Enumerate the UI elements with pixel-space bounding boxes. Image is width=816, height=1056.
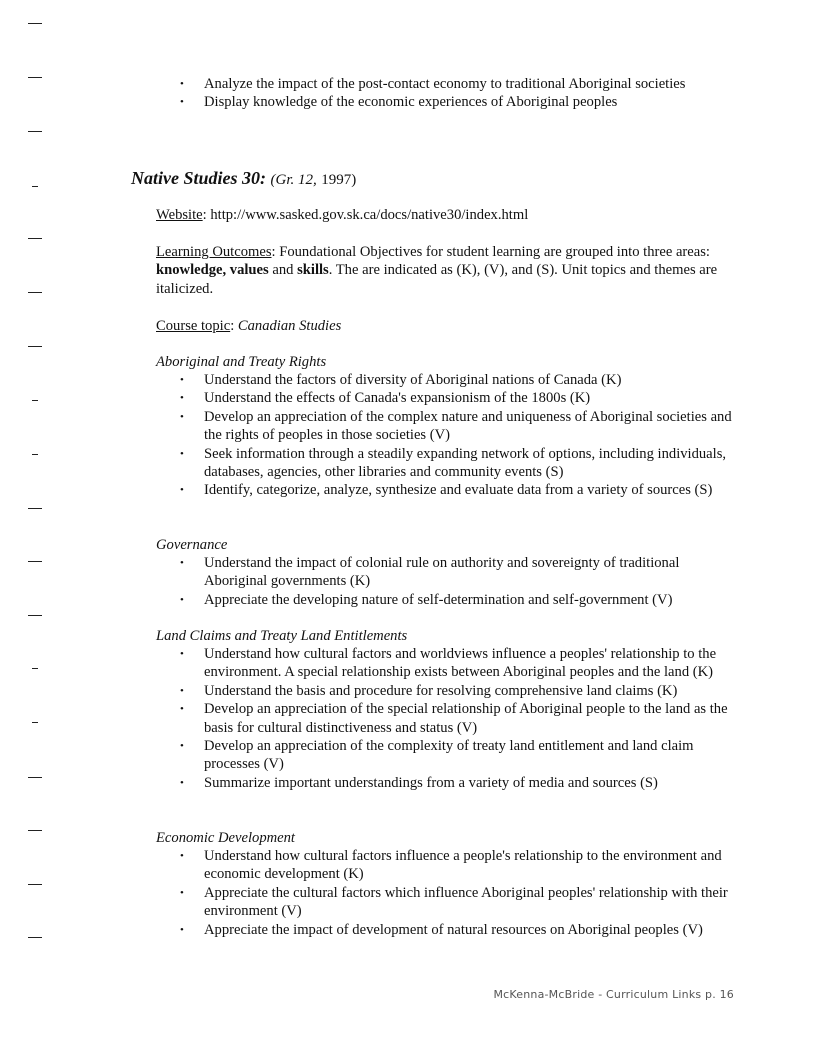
section-title: Aboriginal and Treaty Rights bbox=[156, 354, 327, 370]
margin-tick bbox=[28, 131, 42, 132]
bullet-icon: • bbox=[180, 684, 184, 697]
margin-tick bbox=[28, 77, 42, 78]
section-title: Land Claims and Treaty Land Entitlements bbox=[156, 628, 408, 644]
list-item bbox=[180, 737, 744, 774]
margin-tick bbox=[28, 346, 42, 347]
list-item-text: Understand the impact of colonial rule on authority and sovereignty of traditional Aboriginal governments (K) bbox=[204, 555, 680, 590]
list-item bbox=[180, 93, 744, 111]
bullet-icon: • bbox=[180, 447, 184, 460]
margin-tick bbox=[32, 400, 38, 401]
list-item-text: Summarize important understandings from a variety of media and sources (S) bbox=[204, 774, 658, 791]
learning-outcomes-and: and bbox=[268, 262, 298, 279]
list-item bbox=[180, 700, 744, 737]
bullet-icon: • bbox=[180, 886, 184, 899]
course-year: 1997) bbox=[321, 172, 357, 188]
learning-outcomes-text: : Foundational Objectives for student learning are grouped into three areas: bbox=[271, 244, 710, 260]
margin-tick bbox=[32, 186, 38, 187]
website-url: http://www.sasked.gov.sk.ca/docs/native30/index.html bbox=[210, 207, 529, 223]
list-item bbox=[180, 408, 744, 445]
course-title: Native Studies 30: bbox=[131, 168, 266, 188]
bullet-icon: • bbox=[180, 776, 184, 789]
list-item bbox=[180, 554, 744, 591]
margin-tick bbox=[28, 508, 42, 509]
margin-tick bbox=[28, 884, 42, 885]
list-item-text: Understand how cultural factors influence a people's relationship to the environment and economic development (K) bbox=[204, 848, 722, 883]
list-item bbox=[180, 921, 744, 939]
list-item-text: Understand the effects of Canada's expansionism of the 1800s (K) bbox=[204, 390, 591, 407]
knowledge-values-term: knowledge, values bbox=[156, 262, 269, 279]
list-item-text: Understand the factors of diversity of Aboriginal nations of Canada (K) bbox=[204, 372, 622, 388]
bullet-icon: • bbox=[180, 78, 184, 90]
course-heading bbox=[131, 169, 356, 189]
list-item-text: Understand the basis and procedure for resolving comprehensive land claims (K) bbox=[204, 682, 678, 699]
list-item-text: Develop an appreciation of the complexity of treaty land entitlement and land claim processes (V) bbox=[204, 738, 694, 773]
margin-tick bbox=[28, 777, 42, 778]
list-item bbox=[180, 371, 744, 389]
list-item-text: Display knowledge of the economic experiences of Aboriginal peoples bbox=[204, 94, 618, 111]
website-sep: : bbox=[202, 207, 211, 223]
list-item-text: Appreciate the developing nature of self-determination and self-government (V) bbox=[204, 591, 673, 608]
course-topic-line bbox=[156, 317, 736, 335]
bullet-icon: • bbox=[180, 648, 184, 660]
website-line bbox=[156, 206, 736, 224]
margin-tick bbox=[28, 561, 42, 562]
website-label: Website bbox=[156, 207, 203, 223]
margin-tick bbox=[28, 292, 42, 293]
course-topic-value: Canadian Studies bbox=[237, 318, 342, 334]
intro-bullet-list bbox=[180, 75, 744, 112]
bullet-icon: • bbox=[180, 740, 184, 753]
list-item-text: Analyze the impact of the post-contact economy to traditional Aboriginal societies bbox=[204, 76, 686, 92]
list-item bbox=[180, 847, 744, 884]
skills-term: skills bbox=[297, 262, 329, 279]
list-item bbox=[180, 481, 744, 499]
margin-tick bbox=[28, 615, 42, 616]
list-item-text: Understand how cultural factors and worldviews influence a peoples' relationship to the environment. A special relationship exists between Aboriginal peoples and the land (K) bbox=[204, 646, 717, 681]
course-grade: (Gr. 12, bbox=[270, 172, 317, 188]
learning-outcomes-paragraph bbox=[156, 243, 736, 298]
list-item-text: Appreciate the cultural factors which influence Aboriginal peoples' relationship with their environment (V) bbox=[204, 884, 728, 920]
page-footer: McKenna-McBride - Curriculum Links p. 16 bbox=[493, 988, 734, 1001]
bullet-icon: • bbox=[180, 593, 184, 606]
bullet-icon: • bbox=[180, 850, 184, 862]
margin-tick bbox=[32, 722, 38, 723]
list-item-text: Appreciate the impact of development of natural resources on Aboriginal peoples (V) bbox=[204, 921, 703, 938]
bullet-icon: • bbox=[180, 923, 184, 936]
list-item bbox=[180, 884, 744, 921]
list-item bbox=[180, 774, 744, 792]
learning-outcomes-text-end: . The are indicated as (K), (V), and (S). Unit topics and themes are italicized. bbox=[156, 262, 718, 297]
section-title: Governance bbox=[156, 537, 228, 553]
list-item bbox=[180, 591, 744, 609]
bullet-icon: • bbox=[180, 374, 184, 386]
section-title: Economic Development bbox=[156, 830, 295, 846]
list-item bbox=[180, 445, 744, 482]
bullet-icon: • bbox=[180, 392, 184, 405]
list-item-text: Develop an appreciation of the complex nature and uniqueness of Aboriginal societies and the rights of peoples in those societies (V) bbox=[204, 408, 732, 444]
course-topic-sep: : bbox=[230, 318, 238, 334]
section-bullet-list bbox=[180, 371, 744, 500]
bullet-icon: • bbox=[180, 703, 184, 716]
list-item bbox=[180, 682, 744, 700]
list-item-text: Develop an appreciation of the special relationship of Aboriginal people to the land as the basis for cultural distinctiveness and status (V) bbox=[204, 701, 728, 736]
bullet-icon: • bbox=[180, 484, 184, 497]
list-item bbox=[180, 389, 744, 407]
learning-outcomes-label: Learning Outcomes bbox=[156, 244, 272, 260]
list-item-text: Identify, categorize, analyze, synthesize and evaluate data from a variety of sources (S) bbox=[204, 482, 713, 499]
margin-tick bbox=[28, 23, 42, 24]
section-bullet-list bbox=[180, 847, 744, 939]
list-item-text: Seek information through a steadily expanding network of options, including individuals, databases, agencies, other libraries and community events (S) bbox=[204, 445, 727, 481]
section-bullet-list bbox=[180, 645, 744, 792]
list-item bbox=[180, 75, 744, 93]
course-topic-label: Course topic bbox=[156, 318, 231, 334]
margin-tick bbox=[32, 668, 38, 669]
margin-tick bbox=[32, 454, 38, 455]
list-item bbox=[180, 645, 744, 682]
section-bullet-list bbox=[180, 554, 744, 609]
margin-tick bbox=[28, 937, 42, 938]
margin-tick bbox=[28, 830, 42, 831]
margin-tick bbox=[28, 238, 42, 239]
bullet-icon: • bbox=[180, 557, 184, 569]
bullet-icon: • bbox=[180, 96, 184, 109]
bullet-icon: • bbox=[180, 410, 184, 423]
